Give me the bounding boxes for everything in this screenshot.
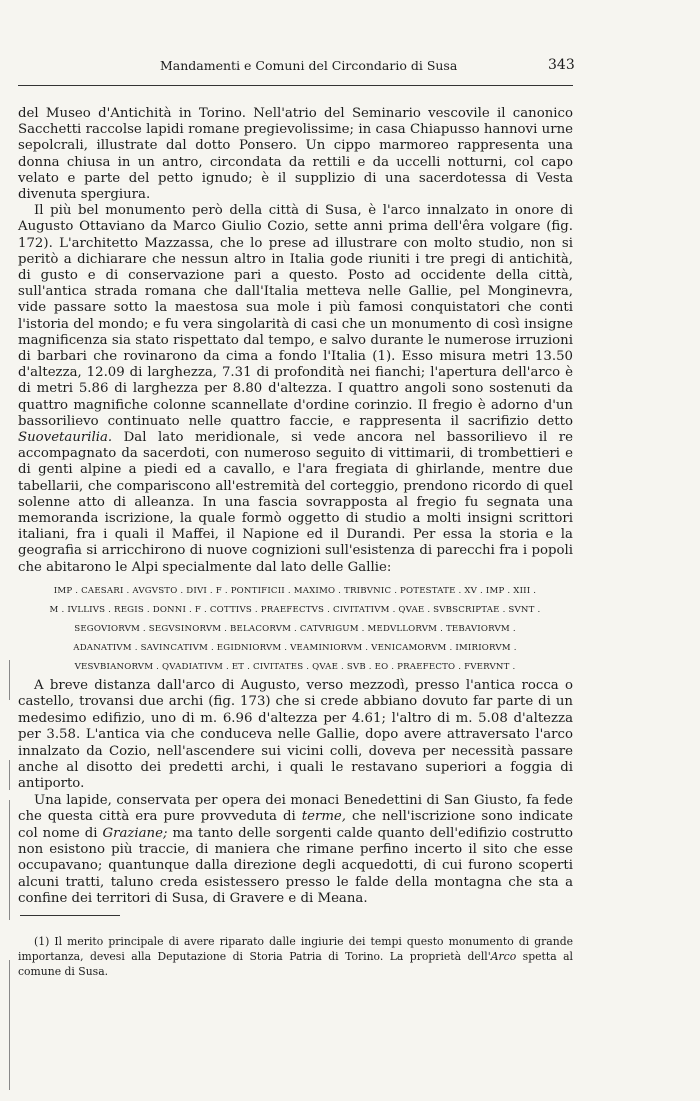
latin-inscription — [14, 582, 576, 677]
inscription-line: VESVBIANORVM . QVADIATIVM . ET . CIVITATES . QVAE . SVB . EO . PRAEFECTO . FVERVNT . — [74, 662, 516, 672]
footnote-1 — [18, 934, 573, 979]
suovetaurilia-italic: Suovetaurilia. — [18, 430, 113, 446]
margin-mark — [9, 800, 10, 920]
inscription-line: ADANATIVM . SAVINCATIVM . EGIDNIORVM . VEAMINIORVM . VENICAMORVM . IMIRIORVM . — [73, 643, 517, 653]
paragraph-2-part-b: Dal lato meridionale, si vede ancora nel bassorilievo il re accompagnato da sacerdoti, con numeroso seguito di vittimarii, di trombettieri e di genti alpine a piedi ed a cavallo, e l'ara fregiata di ghirlande, mentre due tabellarii, che compariscono all'estremità del corteggio, prendono ricordo di quel solenne atto di alleanza. In una fascia sovrapposta al fregio fu segnata una memoranda iscrizione, la quale formò oggetto di studio a molti insigni scrittori italiani, fra i quali il Maffei, il Napione ed il Durandi. Per essa la storia e la geografia si arricchirono di nuove cognizioni sull'esistenza di parecchi fra i popoli che abitarono le Alpi specialmente dal lato delle Gallie: — [18, 430, 573, 575]
main-text-continued — [18, 678, 573, 908]
margin-mark — [9, 960, 10, 1090]
paragraph-1: del Museo d'Antichità in Torino. Nell'atrio del Seminario vescovile il canonico Sacchetti raccolse lapidi romane pregievolissime; in casa Chiapusso hannovi urne sepolcrali, illustrate dal dotto Ponsero. Un cippo marmoreo rappresenta una donna chiusa in un antro, circondata da rettili e da uccelli notturni, col capo velato e parte del petto ignudo; è il supplizio di una sacerdotessa di Vesta divenuta spergiura. — [18, 106, 573, 203]
inscription-line: IMP . CAESARI . AVGVSTO . DIVI . F . PONTIFICII . MAXIMO . TRIBVNIC . POTESTATE . XV . IMP . XIII . — [53, 586, 537, 596]
inscription-line: M . IVLLIVS . REGIS . DONNI . F . COTTIVS . PRAEFECTVS . CIVITATIVM . QVAE . SVBSCRIPTAE . SVNT . — [49, 605, 541, 615]
paragraph-4-part-c: ma tanto delle sorgenti calde quanto dell'edifizio costrutto non esistono più traccie, di maniera che rimane perfino incerto il sito che esse occupavano; quantunque dalla direzione degli acquedotti, di cui furono scoperti alcuni tratti, taluno creda esistessero presso le falde della montagna che sta a confine dei territori di Susa, di Gravere e di Meana. — [18, 825, 573, 907]
footnote-part-a: (1) Il merito principale di avere riparato dalle ingiurie dei tempi questo monumento di grande importanza, devesi alla Deputazione di Storia Patria di Torino. La proprietà dell' — [18, 935, 573, 963]
page-number: 343 — [548, 57, 575, 73]
footnote-rule — [20, 915, 120, 916]
margin-mark — [9, 760, 10, 790]
paragraph-4-part-a: Una lapide, conservata per opera dei monaci Benedettini di San Giusto, fa fede che questa città era pure provveduta di — [18, 792, 573, 825]
footnotes — [18, 934, 573, 979]
header-rule — [18, 85, 573, 86]
paragraph-2 — [18, 203, 573, 576]
paragraph-2-part-a: Il più bel monumento però della città di Susa, è l'arco innalzato in onore di Augusto Ottaviano da Marco Giulio Cozio, sette anni prima dell'êra volgare (fig. 172). L'architetto Mazzassa, che lo prese ad illustrare con molto studio, non si peritò a dichiarare che nessun altro in Italia gode riuniti i tre pregi di antichità, di gusto e di conservazione pari a questo. Posto ad occidente della città, sull'antica strada romana che dall'Italia metteva nelle Gallie, pel Monginevra, vide passare sotto la maestosa sua mole i più famosi conquistatori che conti l'istoria del mondo; e fu vera singolarità di casi che un monumento di così insigne magnificenza sia stato rispettato dal tempo, e salvo durante le numerose irruzioni di barbari che rovinarono da cima a fondo l'Italia (1). Esso misura metri 13.50 d'altezza, 12.09 di larghezza, 7.31 di profondità nei fianchi; l'apertura dell'arco è di metri 5.86 di larghezza per 8.80 d'altezza. I quattro angoli sono sostenuti da quattro magnifiche colonne scannellate d'ordine corinzio. Il fregio è adorno d'un bassorilievo continuato nelle quattro faccie, e rappresenta il sacrifizio detto — [18, 203, 573, 429]
margin-mark — [9, 660, 10, 700]
main-text — [18, 106, 573, 576]
paragraph-4-part-b: che nell'iscrizione sono indicate col nome di — [18, 809, 573, 841]
graziane-italic: Graziane; — [102, 825, 168, 841]
paragraph-4 — [18, 793, 573, 908]
running-title: Mandamenti e Comuni del Circondario di Susa — [160, 58, 458, 73]
arco-italic: Arco — [490, 950, 517, 963]
running-header — [18, 55, 575, 79]
inscription-line: SEGOVIORVM . SEGVSINORVM . BELACORVM . CATVRIGUM . MEDVLLORVM . TEBAVIORVM . — [74, 624, 516, 634]
terme-italic: terme, — [301, 809, 347, 825]
paragraph-3: A breve distanza dall'arco di Augusto, verso mezzodì, presso l'antica rocca o castello, trovansi due archi (fig. 173) che si crede abbiano dovuto far parte di un medesimo edifizio, uno di m. 6.96 d'altezza per 4.61; l'altro di m. 5.08 d'altezza per 3.58. L'antica via che conduceva nelle Gallie, dopo avere attraversato l'arco innalzato da Cozio, nell'ascendere sui vicini colli, doveva per necessità passare anche al disotto dei predetti archi, i quali le restavano superiori a foggia di antiporto. — [18, 678, 573, 792]
footnote-part-b: spetta al comune di Susa. — [18, 950, 573, 978]
